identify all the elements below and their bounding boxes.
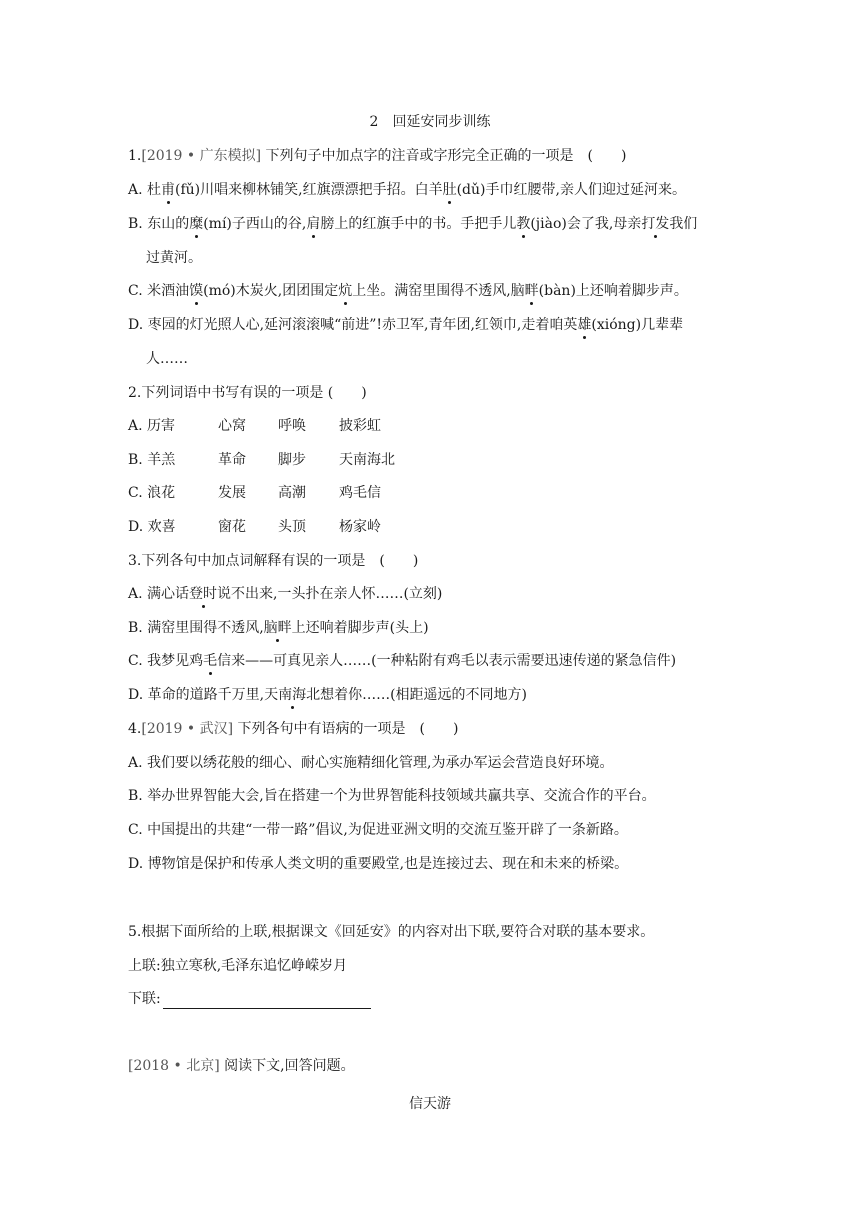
question-4-option-b: B. 举办世界智能大会,旨在搭建一个为世界智能科技领域共赢共享、交流合作的平台。: [128, 788, 656, 804]
question-3-option-d: D. 革命的道路千万里,天南海北想着你……(相距遥远的不同地方): [128, 687, 528, 703]
source-tag: [2019 • 广东模拟]: [141, 148, 262, 164]
dotted-char: 教: [516, 216, 531, 232]
question-4-option-c: C. 中国提出的共建“一带一路”倡议,为促进亚洲文明的交流互鉴开辟了一条新路。: [128, 822, 628, 838]
dotted-char: 糜: [189, 216, 204, 232]
question-4-option-d: D. 博物馆是保护和传承人类文明的重要殿堂,也是连接过去、现在和未来的桥梁。: [128, 856, 629, 872]
question-2-option-c: C. 浪花 发展 高潮 鸡毛信: [128, 485, 381, 501]
question-number: 4.: [128, 721, 142, 737]
worksheet-title: 2 回延安同步训练: [369, 114, 491, 130]
dotted-char: 畔: [524, 283, 539, 299]
question-3-stem: 3.下列各句中加点词解释有误的一项是 ( ): [128, 553, 419, 569]
question-text: 下列句子中加点字的注音或字形完全正确的一项是 ( ): [261, 148, 627, 164]
dotted-char: 打发: [641, 216, 670, 232]
question-2-option-a: A. 历害 心窝 呼唤 披彩虹: [128, 418, 381, 434]
dotted-word: 天南海北: [264, 687, 321, 703]
dotted-word: 登时: [189, 586, 218, 602]
question-1-option-b-cont: 过黄河。: [146, 250, 202, 266]
question-3-option-c: C. 我梦见鸡毛信来——可真见亲人……(一种粘附有鸡毛以表示需要迅速传递的紧急信件): [128, 653, 677, 669]
reading-instruction: 阅读下文,回答问题。: [219, 1058, 355, 1074]
question-4-stem: [128, 719, 458, 739]
question-number: 1.: [128, 148, 142, 164]
question-1-option-d-cont: 人……: [146, 351, 188, 367]
dotted-char: 肩: [306, 216, 321, 232]
question-2-stem: 2.下列词语中书写有误的一项是 ( ): [128, 385, 367, 401]
reading-stem: [128, 1056, 355, 1076]
dotted-word: 鸡毛信: [189, 653, 232, 669]
question-1-option-a: A. 杜甫(fǔ)川唱来柳林铺笑,红旗漂漂把手招。白羊肚(dǔ)手巾红腰带,亲人们迎过延河来。: [128, 182, 686, 198]
source-tag: [2018 • 北京]: [128, 1058, 220, 1074]
source-tag: [2019 • 武汉]: [141, 721, 234, 737]
question-2-option-b: B. 羊羔 革命 脚步 天南海北: [128, 452, 395, 468]
question-1-option-d: D. 枣园的灯光照人心,延河滚滚喊“前进”!赤卫军,青年团,红领巾,走着咱英雄(xióng)几辈辈: [128, 317, 684, 333]
reading-title: 信天游: [409, 1096, 451, 1112]
dotted-char: 馍: [189, 283, 204, 299]
dotted-char: 肚: [442, 182, 457, 198]
question-3-option-b: B. 满窑里围得不透风,脑畔上还响着脚步声(头上): [128, 620, 429, 636]
couplet-lower-line: 下联:: [128, 989, 371, 1009]
question-1-stem: [128, 146, 626, 166]
question-4-option-a: A. 我们要以绣花般的细心、耐心实施精细化管理,为承办军运会营造良好环境。: [128, 755, 614, 771]
question-2-option-d: D. 欢喜 窗花 头顶 杨家岭: [128, 519, 381, 535]
question-3-option-a: A. 满心话登时说不出来,一头扑在亲人怀……(立刻): [128, 586, 443, 602]
dotted-char: 甫: [161, 182, 176, 198]
question-1-option-c: C. 米酒油馍(mó)木炭火,团团围定炕上坐。满窑里围得不透风,脑畔(bàn)上还响着脚步声。: [128, 283, 688, 299]
question-1-option-b: B. 东山的糜(mí)子西山的谷,肩膀上的红旗手中的书。手把手儿教(jiào)会了我,母亲打发我们: [128, 216, 698, 232]
dotted-char: 雄: [577, 317, 592, 333]
couplet-upper-line: 上联:独立寒秋,毛泽东追忆峥嵘岁月: [128, 958, 348, 974]
dotted-word: 脑畔: [263, 620, 292, 636]
question-text: 下列各句中有语病的一项是 ( ): [233, 721, 459, 737]
dotted-char: 炕: [338, 283, 353, 299]
question-5-stem: 5.根据下面所给的上联,根据课文《回延安》的内容对出下联,要符合对联的基本要求。: [128, 924, 655, 940]
answer-blank[interactable]: [163, 992, 371, 1009]
